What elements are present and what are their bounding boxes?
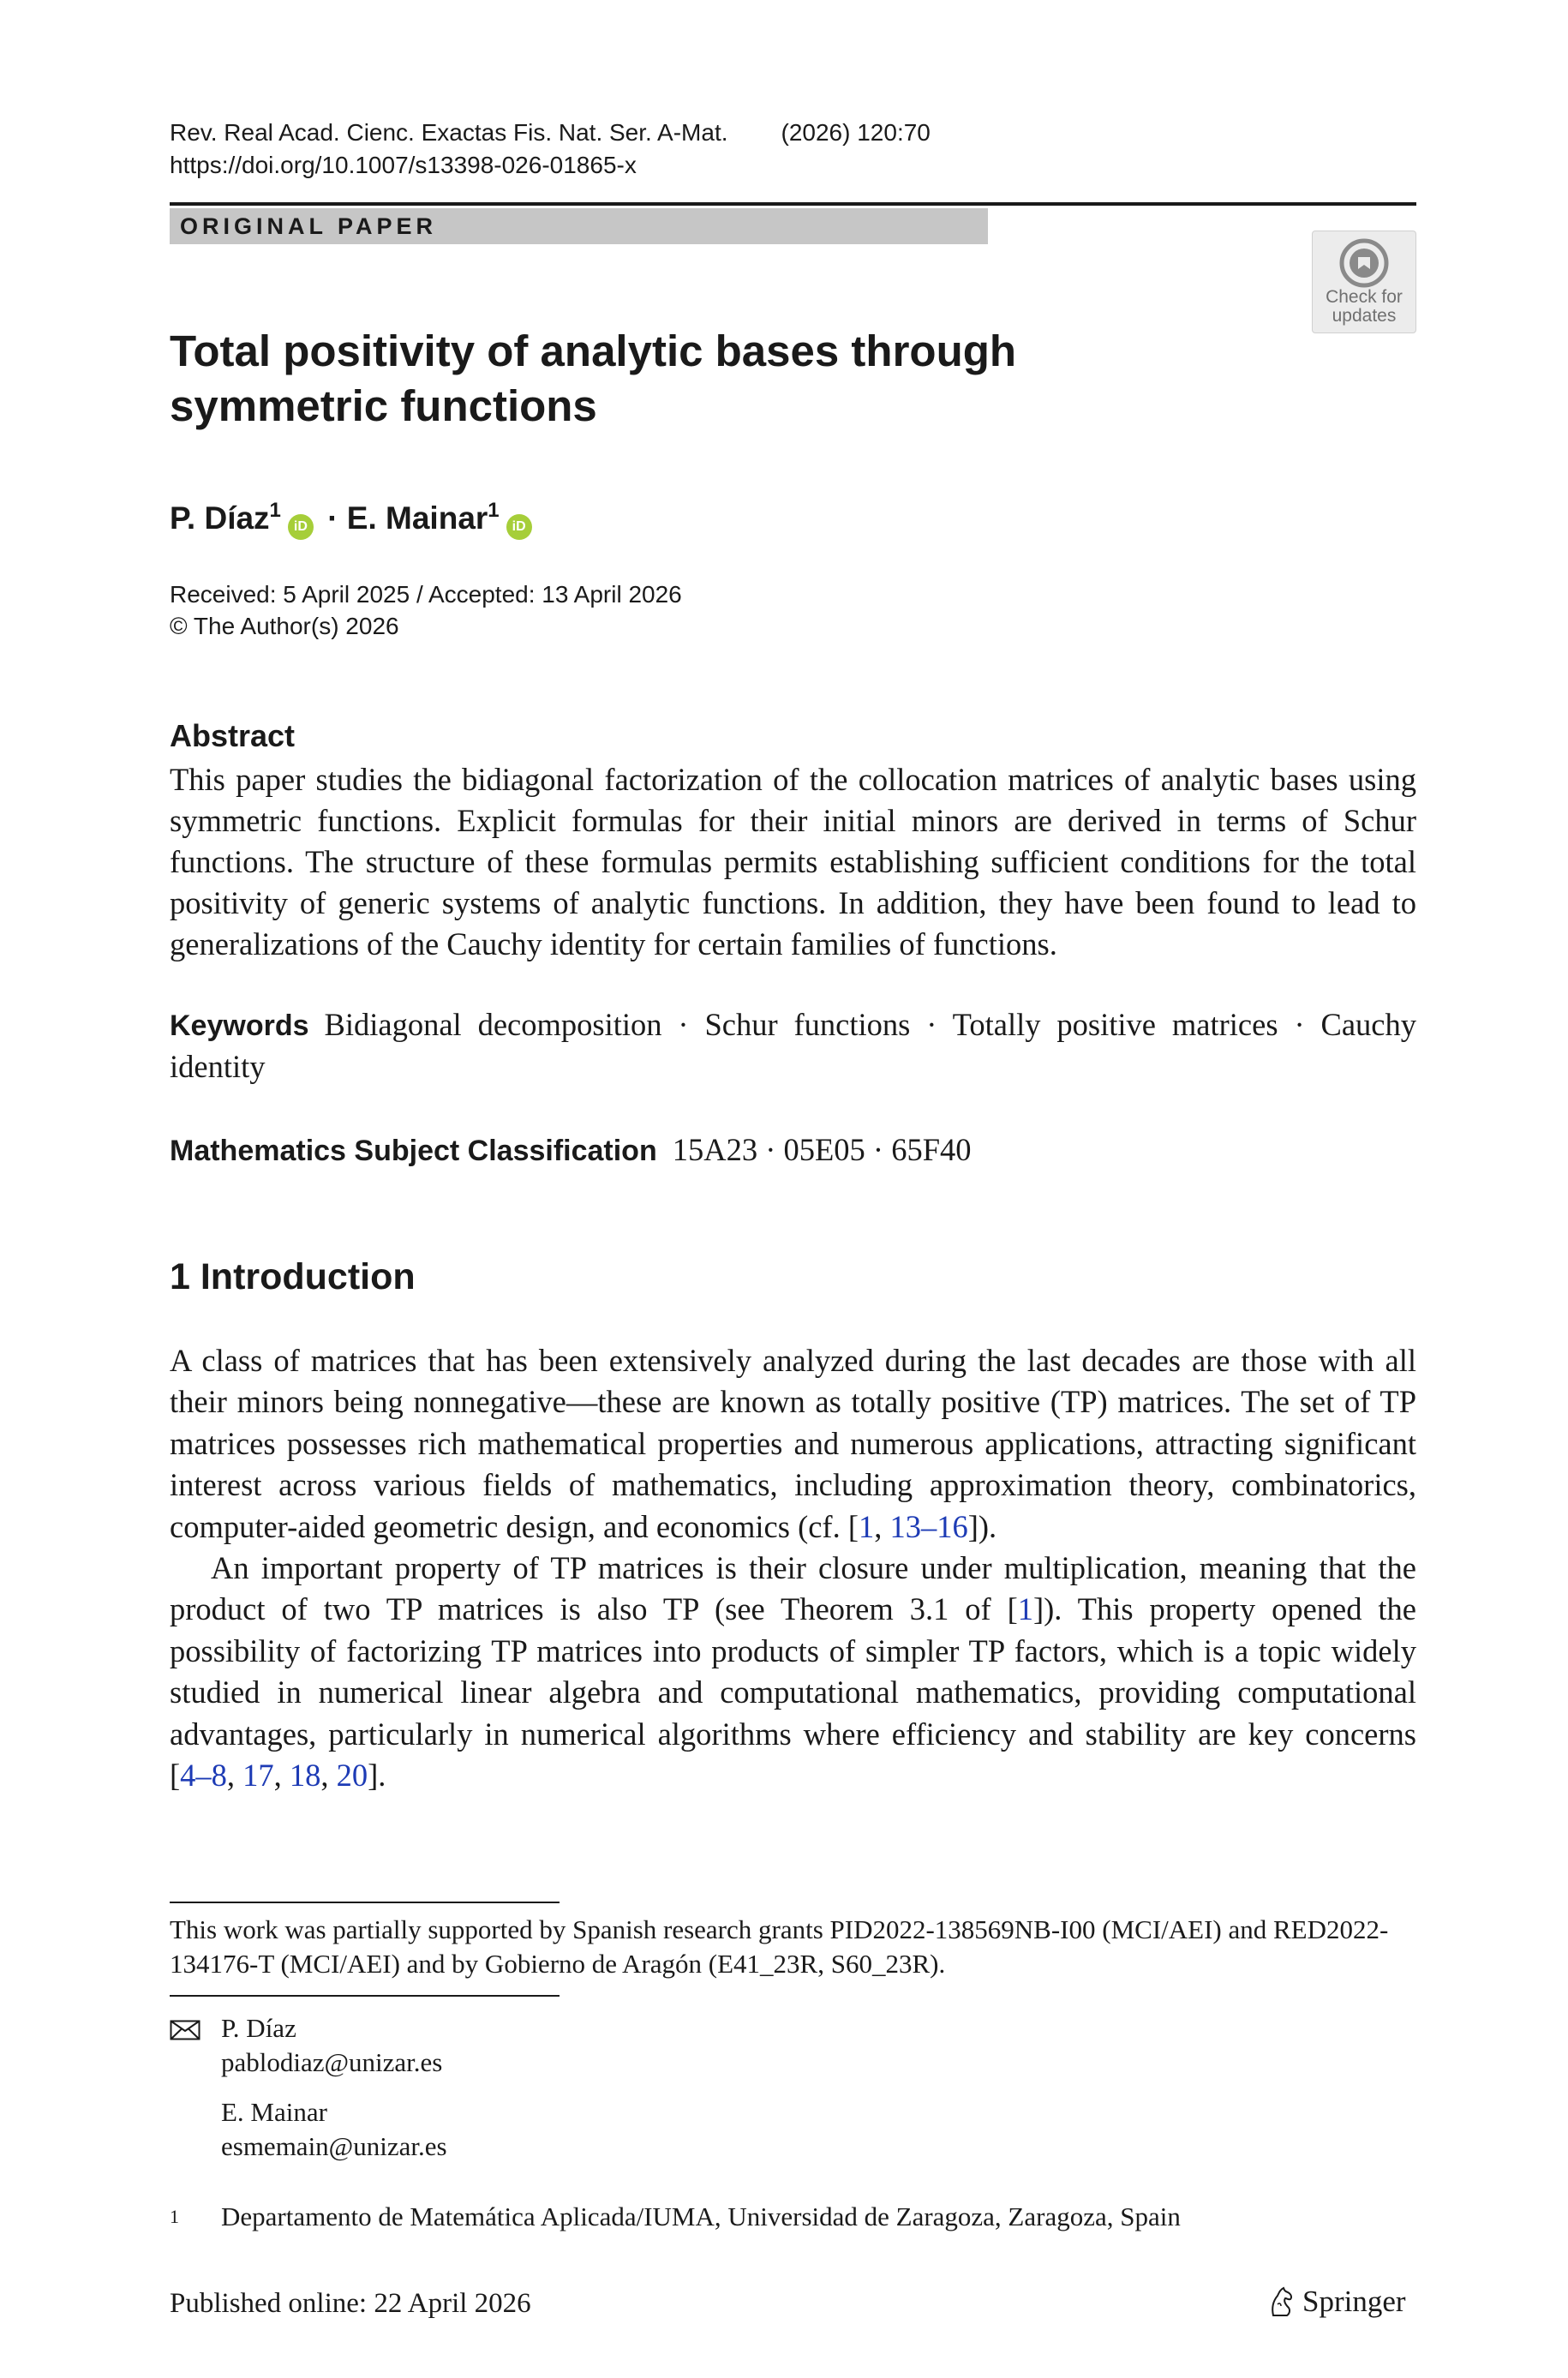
check-for-updates-badge[interactable] xyxy=(1312,231,1416,333)
citation-link[interactable]: 13–16 xyxy=(889,1508,968,1544)
footnote-rule xyxy=(170,1902,560,1903)
citation-link[interactable]: 1 xyxy=(1017,1591,1033,1627)
contact-email[interactable]: pablodiaz@unizar.es xyxy=(221,2047,443,2077)
msc-label: Mathematics Subject Classification xyxy=(170,1135,657,1167)
contact-email[interactable]: esmemain@unizar.es xyxy=(221,2131,447,2161)
corresponding-authors xyxy=(170,2011,447,2164)
citation-link[interactable]: 1 xyxy=(858,1508,875,1544)
orcid-icon[interactable]: iD xyxy=(506,514,532,540)
intro-paragraph-1 xyxy=(170,1340,1416,1548)
check-updates-icon xyxy=(1339,238,1389,288)
publication-dates xyxy=(170,578,682,642)
affiliation xyxy=(170,2200,1416,2242)
keywords xyxy=(170,1004,1416,1087)
affiliation-text: Departamento de Matemática Aplicada/IUMA, Universidad de Zaragoza, Zaragoza, Spain xyxy=(221,2201,1181,2231)
citation-separator: , xyxy=(226,1758,243,1794)
envelope-icon xyxy=(170,2020,200,2040)
publisher-logo xyxy=(1268,2283,1406,2321)
footnote-rule xyxy=(170,1995,560,1997)
keywords-text: Bidiagonal decomposition · Schur functions · Totally positive matrices · Cauchy identity xyxy=(170,1007,1416,1084)
author-name: E. Mainar xyxy=(346,500,488,536)
author-separator: · xyxy=(327,500,338,536)
paragraph-text: A class of matrices that has been extensively analyzed during the last decades are those with all their minors being nonnegative—these are known as totally positive (TP) matrices. The set of TP matrices possesses rich mathematical properties and numerous applications, attracting significant interest across various fields of mathematics, including approximation theory, combinatorics, computer-aided geometric design, and economics (cf. [ xyxy=(170,1343,1416,1544)
contact-name: E. Mainar xyxy=(221,2097,327,2127)
journal-citation: (2026) 120:70 xyxy=(781,119,931,146)
citation-link[interactable]: 20 xyxy=(336,1758,368,1794)
published-online: Published online: 22 April 2026 xyxy=(170,2288,531,2319)
citation-separator: , xyxy=(874,1508,890,1544)
paragraph-text: ]. xyxy=(368,1758,386,1794)
abstract-heading: Abstract xyxy=(170,718,296,753)
msc-classification xyxy=(170,1129,1416,1171)
doi-link[interactable]: https://doi.org/10.1007/s13398-026-01865-x xyxy=(170,152,637,178)
check-updates-line1: Check for xyxy=(1326,287,1403,307)
paragraph-text: ]). This property opened the possibility of factorizing TP matrices into products of simpler TP factors, which is a topic widely studied in numerical linear algebra and computational mathematics, providing computational advantages, particularly in numerical algorithms where efficiency and stability are key concerns [ xyxy=(170,1591,1416,1794)
paragraph-text: ]). xyxy=(967,1508,997,1544)
springer-horse-icon xyxy=(1268,2285,1296,2318)
citation-separator: , xyxy=(273,1758,290,1794)
keywords-label: Keywords xyxy=(170,1009,309,1042)
check-updates-line2: updates xyxy=(1332,306,1397,326)
author-affiliation-mark: 1 xyxy=(269,499,281,522)
abstract-text: This paper studies the bidiagonal factorization of the collocation matrices of analytic bases using symmetric functions. Explicit formulas for their initial minors are derived in terms of Schur functions. The structure of these formulas permits establishing sufficient conditions for the total positivity of generic systems of analytic functions. In addition, they have been found to lead to generalizations of the Cauchy identity for certain families of functions. xyxy=(170,762,1416,961)
citation-link[interactable]: 18 xyxy=(289,1758,321,1794)
contact-name: P. Díaz xyxy=(221,2013,296,2043)
publisher-name: Springer xyxy=(1302,2285,1406,2318)
citation-separator: , xyxy=(320,1758,337,1794)
copyright: © The Author(s) 2026 xyxy=(170,613,399,639)
affiliation-number: 1 xyxy=(170,2206,179,2227)
orcid-icon[interactable]: iD xyxy=(288,514,314,540)
citation-link[interactable]: 17 xyxy=(242,1758,274,1794)
msc-text: 15A23 · 05E05 · 65F40 xyxy=(672,1132,972,1167)
paper-title: Total positivity of analytic bases through symmetric functions xyxy=(170,326,1017,430)
paper-type-banner: ORIGINAL PAPER xyxy=(170,208,988,244)
author-name: P. Díaz xyxy=(170,500,270,536)
journal-header xyxy=(170,117,931,182)
header-rule xyxy=(170,202,1416,206)
received-accepted: Received: 5 April 2025 / Accepted: 13 April 2026 xyxy=(170,581,682,608)
journal-name: Rev. Real Acad. Cienc. Exactas Fis. Nat. Ser. A-Mat. xyxy=(170,119,728,146)
intro-paragraph-2 xyxy=(170,1548,1416,1796)
author-affiliation-mark: 1 xyxy=(488,499,500,522)
paragraph-text: An important property of TP matrices is their closure under multiplication, meaning that the product of two TP matrices is also TP (see Theorem 3.1 of [ xyxy=(170,1550,1416,1627)
citation-link[interactable]: 4–8 xyxy=(180,1758,227,1794)
section-heading-introduction: 1 Introduction xyxy=(170,1256,416,1297)
funding-footnote: This work was partially supported by Spanish research grants PID2022-138569NB-I00 (MCI/AEI) and RED2022-134176-T (MCI/AEI) and by Gobierno de Aragón (E41_23R, S60_23R). xyxy=(170,1914,1389,1979)
author-list xyxy=(170,487,537,542)
